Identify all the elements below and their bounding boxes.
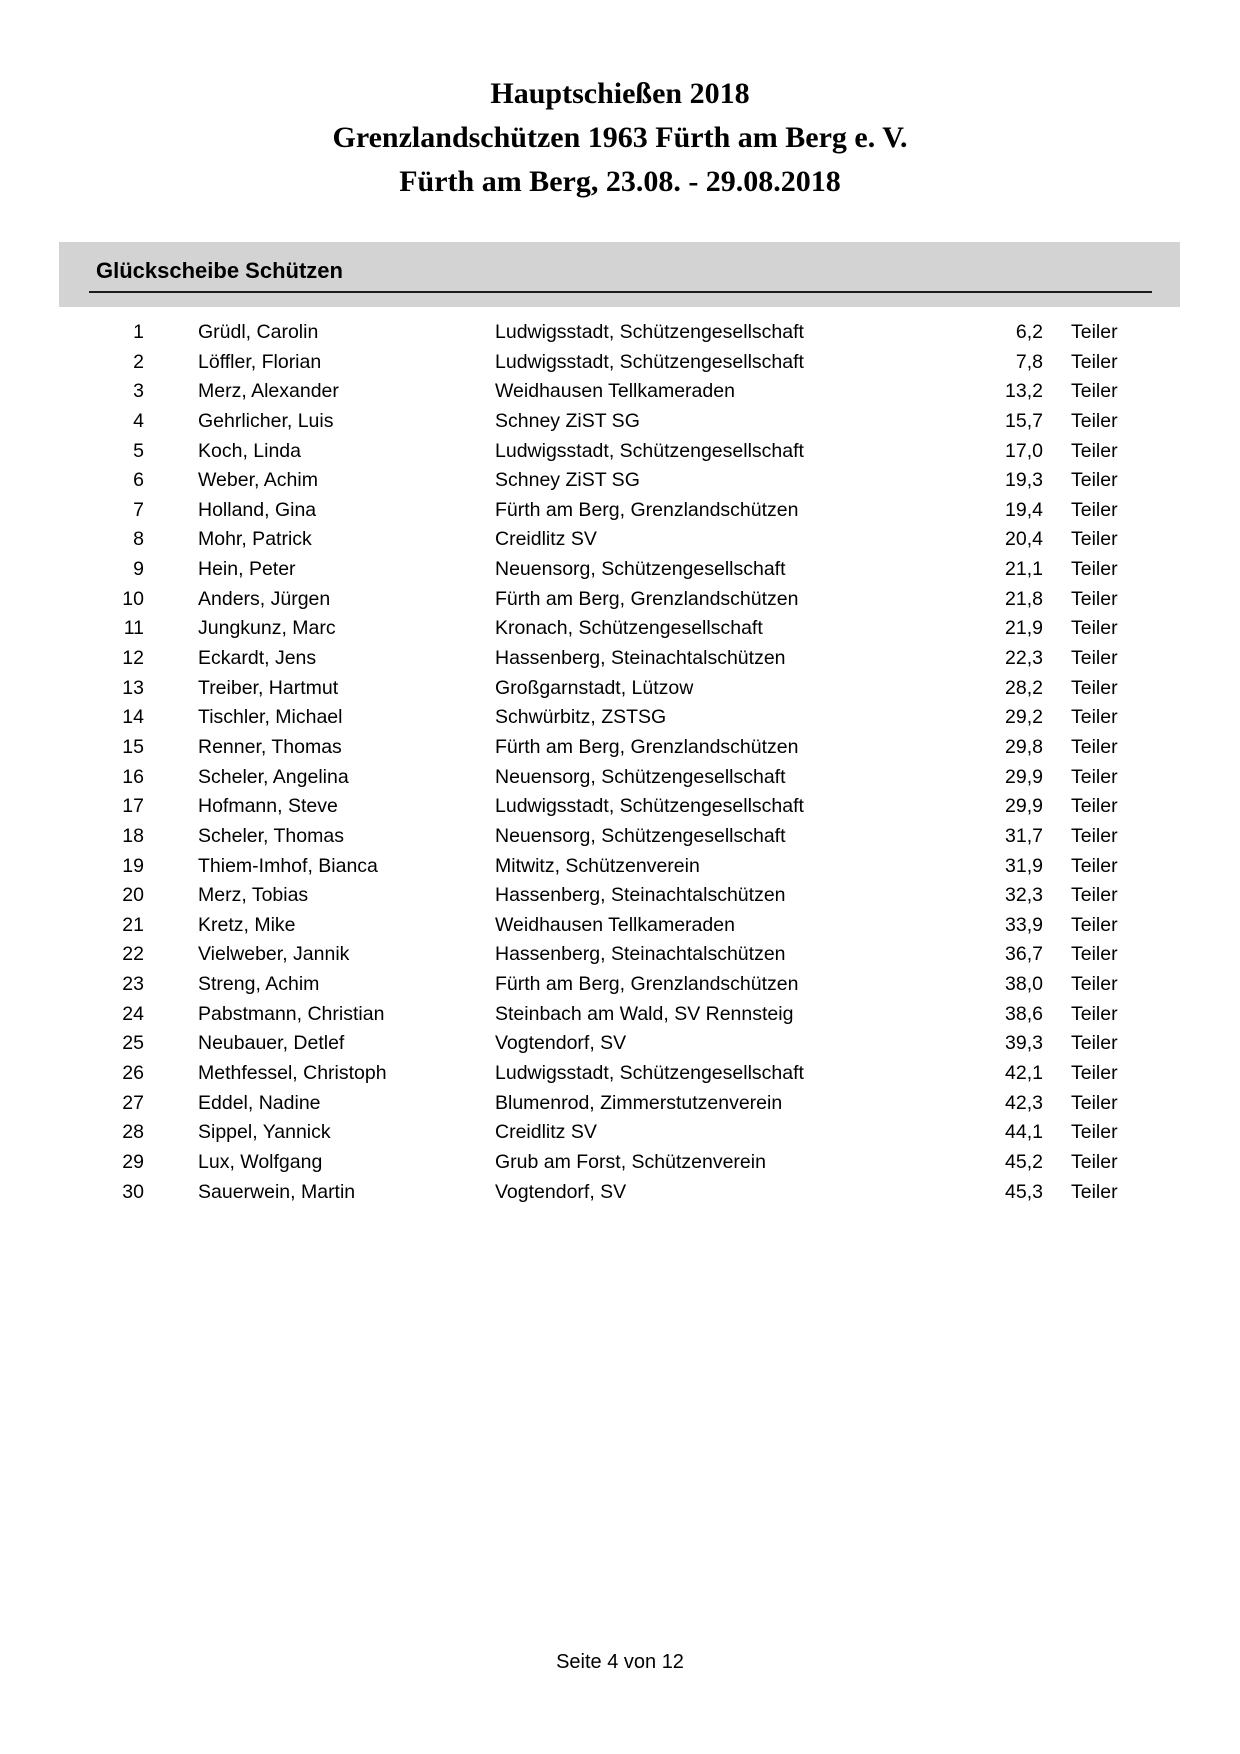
document-header bbox=[0, 72, 1240, 204]
club-name: Schney ZiST SG bbox=[495, 469, 640, 492]
result-value: 29,9 bbox=[1005, 795, 1043, 818]
club-name: Fürth am Berg, Grenzlandschützen bbox=[495, 735, 799, 758]
club-name: Creidlitz SV bbox=[495, 1121, 597, 1144]
table-row bbox=[0, 585, 1240, 615]
result-unit: Teiler bbox=[1071, 469, 1118, 492]
result-value: 31,9 bbox=[1005, 854, 1043, 877]
result-value: 22,3 bbox=[1005, 647, 1043, 670]
club-name: Fürth am Berg, Grenzlandschützen bbox=[495, 973, 799, 996]
club-name: Weidhausen Tellkameraden bbox=[495, 913, 735, 936]
club-name: Schwürbitz, ZSTSG bbox=[495, 706, 667, 729]
club-name: Grub am Forst, Schützenverein bbox=[495, 1150, 766, 1173]
result-value: 19,4 bbox=[1005, 498, 1043, 521]
event-title: Hauptschießen 2018 bbox=[490, 77, 750, 110]
club-name: Blumenrod, Zimmerstutzenverein bbox=[495, 1091, 783, 1114]
result-value: 31,7 bbox=[1005, 824, 1043, 847]
table-row bbox=[0, 644, 1240, 674]
club-name: Steinbach am Wald, SV Rennsteig bbox=[495, 1002, 794, 1025]
result-unit: Teiler bbox=[1071, 439, 1118, 462]
result-rank: 23 bbox=[122, 973, 144, 996]
result-unit: Teiler bbox=[1071, 943, 1118, 966]
result-value: 44,1 bbox=[1005, 1121, 1043, 1144]
result-unit: Teiler bbox=[1071, 735, 1118, 758]
result-rank: 14 bbox=[122, 706, 144, 729]
result-unit: Teiler bbox=[1071, 824, 1118, 847]
result-rank: 2 bbox=[133, 350, 144, 373]
shooter-name: Weber, Achim bbox=[198, 469, 318, 492]
table-row bbox=[0, 792, 1240, 822]
club-name: Neuensorg, Schützengesellschaft bbox=[495, 765, 786, 788]
club-name: Creidlitz SV bbox=[495, 528, 597, 551]
shooter-name: Sauerwein, Martin bbox=[198, 1180, 356, 1203]
result-unit: Teiler bbox=[1071, 528, 1118, 551]
table-row bbox=[0, 377, 1240, 407]
result-rank: 4 bbox=[133, 409, 144, 432]
result-unit: Teiler bbox=[1071, 1091, 1118, 1114]
club-name: Hassenberg, Steinachtalschützen bbox=[495, 884, 786, 907]
result-value: 21,8 bbox=[1005, 587, 1043, 610]
result-unit: Teiler bbox=[1071, 1062, 1118, 1085]
shooter-name: Koch, Linda bbox=[198, 439, 301, 462]
table-row bbox=[0, 881, 1240, 911]
result-value: 7,8 bbox=[1015, 350, 1043, 373]
result-value: 29,2 bbox=[1005, 706, 1043, 729]
result-value: 33,9 bbox=[1005, 913, 1043, 936]
shooter-name: Treiber, Hartmut bbox=[198, 676, 339, 699]
shooter-name: Renner, Thomas bbox=[198, 735, 342, 758]
club-name: Vogtendorf, SV bbox=[495, 1032, 627, 1055]
result-rank: 16 bbox=[122, 765, 144, 788]
results-table bbox=[0, 318, 1240, 1207]
result-rank: 12 bbox=[122, 647, 144, 670]
result-value: 29,8 bbox=[1005, 735, 1043, 758]
shooter-name: Neubauer, Detlef bbox=[198, 1032, 345, 1055]
table-row bbox=[0, 407, 1240, 437]
result-value: 17,0 bbox=[1005, 439, 1043, 462]
club-title: Grenzlandschützen 1963 Fürth am Berg e. V. bbox=[332, 121, 908, 154]
result-value: 38,6 bbox=[1005, 1002, 1043, 1025]
club-name: Hassenberg, Steinachtalschützen bbox=[495, 943, 786, 966]
result-value: 15,7 bbox=[1005, 409, 1043, 432]
result-value: 39,3 bbox=[1005, 1032, 1043, 1055]
shooter-name: Hofmann, Steve bbox=[198, 795, 338, 818]
result-rank: 15 bbox=[122, 735, 144, 758]
result-unit: Teiler bbox=[1071, 1150, 1118, 1173]
result-unit: Teiler bbox=[1071, 1180, 1118, 1203]
table-row bbox=[0, 1089, 1240, 1119]
table-row bbox=[0, 348, 1240, 378]
club-name: Schney ZiST SG bbox=[495, 409, 640, 432]
shooter-name: Methfessel, Christoph bbox=[198, 1062, 387, 1085]
result-unit: Teiler bbox=[1071, 765, 1118, 788]
shooter-name: Lux, Wolfgang bbox=[198, 1150, 323, 1173]
result-unit: Teiler bbox=[1071, 587, 1118, 610]
result-unit: Teiler bbox=[1071, 1121, 1118, 1144]
club-name: Kronach, Schützengesellschaft bbox=[495, 617, 763, 640]
table-row bbox=[0, 852, 1240, 882]
shooter-name: Gehrlicher, Luis bbox=[198, 409, 334, 432]
table-row bbox=[0, 822, 1240, 852]
result-value: 42,3 bbox=[1005, 1091, 1043, 1114]
result-unit: Teiler bbox=[1071, 498, 1118, 521]
result-value: 13,2 bbox=[1005, 380, 1043, 403]
result-rank: 6 bbox=[133, 469, 144, 492]
club-name: Neuensorg, Schützengesellschaft bbox=[495, 824, 786, 847]
result-value: 21,9 bbox=[1005, 617, 1043, 640]
page-number: Seite 4 von 12 bbox=[556, 1651, 684, 1673]
table-row bbox=[0, 1059, 1240, 1089]
result-unit: Teiler bbox=[1071, 676, 1118, 699]
result-unit: Teiler bbox=[1071, 884, 1118, 907]
result-rank: 19 bbox=[122, 854, 144, 877]
shooter-name: Scheler, Angelina bbox=[198, 765, 349, 788]
shooter-name: Anders, Jürgen bbox=[198, 587, 331, 610]
club-name: Vogtendorf, SV bbox=[495, 1180, 627, 1203]
result-rank: 17 bbox=[122, 795, 144, 818]
result-rank: 25 bbox=[122, 1032, 144, 1055]
club-name: Ludwigsstadt, Schützengesellschaft bbox=[495, 439, 804, 462]
club-name: Weidhausen Tellkameraden bbox=[495, 380, 735, 403]
shooter-name: Thiem-Imhof, Bianca bbox=[198, 854, 378, 877]
table-row bbox=[0, 1000, 1240, 1030]
result-unit: Teiler bbox=[1071, 409, 1118, 432]
result-unit: Teiler bbox=[1071, 973, 1118, 996]
result-unit: Teiler bbox=[1071, 854, 1118, 877]
club-name: Ludwigsstadt, Schützengesellschaft bbox=[495, 350, 804, 373]
shooter-name: Löffler, Florian bbox=[198, 350, 322, 373]
club-name: Ludwigsstadt, Schützengesellschaft bbox=[495, 795, 804, 818]
table-row bbox=[0, 437, 1240, 467]
club-name: Ludwigsstadt, Schützengesellschaft bbox=[495, 1062, 804, 1085]
table-row bbox=[0, 1029, 1240, 1059]
result-unit: Teiler bbox=[1071, 350, 1118, 373]
shooter-name: Hein, Peter bbox=[198, 558, 296, 581]
shooter-name: Tischler, Michael bbox=[198, 706, 343, 729]
shooter-name: Merz, Tobias bbox=[198, 884, 309, 907]
shooter-name: Scheler, Thomas bbox=[198, 824, 344, 847]
table-row bbox=[0, 970, 1240, 1000]
event-location-date: Fürth am Berg, 23.08. - 29.08.2018 bbox=[399, 165, 841, 198]
result-unit: Teiler bbox=[1071, 706, 1118, 729]
table-row bbox=[0, 555, 1240, 585]
table-row bbox=[0, 763, 1240, 793]
table-row bbox=[0, 496, 1240, 526]
shooter-name: Eckardt, Jens bbox=[198, 647, 317, 670]
result-value: 36,7 bbox=[1005, 943, 1043, 966]
shooter-name: Jungkunz, Marc bbox=[198, 617, 336, 640]
result-value: 6,2 bbox=[1015, 321, 1043, 343]
result-rank: 8 bbox=[133, 528, 144, 551]
table-row bbox=[0, 674, 1240, 704]
result-unit: Teiler bbox=[1071, 1002, 1118, 1025]
result-value: 28,2 bbox=[1005, 676, 1043, 699]
result-rank: 26 bbox=[122, 1062, 144, 1085]
result-rank: 10 bbox=[122, 587, 144, 610]
result-rank: 3 bbox=[133, 380, 144, 403]
result-value: 45,2 bbox=[1005, 1150, 1043, 1173]
table-row bbox=[0, 703, 1240, 733]
result-rank: 30 bbox=[122, 1180, 144, 1203]
section-title: Glückscheibe Schützen bbox=[96, 258, 343, 283]
result-unit: Teiler bbox=[1071, 1032, 1118, 1055]
result-rank: 24 bbox=[122, 1002, 144, 1025]
result-value: 32,3 bbox=[1005, 884, 1043, 907]
shooter-name: Kretz, Mike bbox=[198, 913, 296, 936]
shooter-name: Mohr, Patrick bbox=[198, 528, 312, 551]
shooter-name: Merz, Alexander bbox=[198, 380, 339, 403]
club-name: Ludwigsstadt, Schützengesellschaft bbox=[495, 321, 804, 343]
table-row bbox=[0, 911, 1240, 941]
shooter-name: Pabstmann, Christian bbox=[198, 1002, 385, 1025]
table-row bbox=[0, 1118, 1240, 1148]
result-value: 21,1 bbox=[1005, 558, 1043, 581]
club-name: Fürth am Berg, Grenzlandschützen bbox=[495, 498, 799, 521]
result-value: 19,3 bbox=[1005, 469, 1043, 492]
result-rank: 18 bbox=[122, 824, 144, 847]
club-name: Neuensorg, Schützengesellschaft bbox=[495, 558, 786, 581]
club-name: Fürth am Berg, Grenzlandschützen bbox=[495, 587, 799, 610]
result-rank: 1 bbox=[133, 321, 144, 343]
club-name: Hassenberg, Steinachtalschützen bbox=[495, 647, 786, 670]
result-unit: Teiler bbox=[1071, 321, 1118, 343]
result-rank: 27 bbox=[122, 1091, 144, 1114]
result-rank: 11 bbox=[123, 617, 144, 640]
result-rank: 21 bbox=[122, 913, 144, 936]
table-row bbox=[0, 318, 1240, 348]
result-value: 42,1 bbox=[1005, 1062, 1043, 1085]
result-value: 38,0 bbox=[1005, 973, 1043, 996]
table-row bbox=[0, 1178, 1240, 1208]
result-unit: Teiler bbox=[1071, 617, 1118, 640]
shooter-name: Streng, Achim bbox=[198, 973, 320, 996]
table-row bbox=[0, 466, 1240, 496]
result-unit: Teiler bbox=[1071, 558, 1118, 581]
result-rank: 22 bbox=[122, 943, 144, 966]
result-value: 20,4 bbox=[1005, 528, 1043, 551]
result-unit: Teiler bbox=[1071, 795, 1118, 818]
table-row bbox=[0, 940, 1240, 970]
table-row bbox=[0, 525, 1240, 555]
result-value: 29,9 bbox=[1005, 765, 1043, 788]
section-divider bbox=[89, 291, 1152, 293]
result-value: 45,3 bbox=[1005, 1180, 1043, 1203]
shooter-name: Sippel, Yannick bbox=[198, 1121, 331, 1144]
result-rank: 20 bbox=[122, 884, 144, 907]
table-row bbox=[0, 1148, 1240, 1178]
result-rank: 28 bbox=[122, 1121, 144, 1144]
result-rank: 5 bbox=[133, 439, 144, 462]
result-unit: Teiler bbox=[1071, 913, 1118, 936]
result-unit: Teiler bbox=[1071, 647, 1118, 670]
result-rank: 7 bbox=[133, 498, 144, 521]
shooter-name: Grüdl, Carolin bbox=[198, 321, 319, 343]
shooter-name: Holland, Gina bbox=[198, 498, 317, 521]
result-rank: 9 bbox=[133, 558, 144, 581]
result-unit: Teiler bbox=[1071, 380, 1118, 403]
club-name: Großgarnstadt, Lützow bbox=[495, 676, 694, 699]
result-rank: 29 bbox=[122, 1150, 144, 1173]
shooter-name: Eddel, Nadine bbox=[198, 1091, 321, 1114]
table-row bbox=[0, 614, 1240, 644]
club-name: Mitwitz, Schützenverein bbox=[495, 854, 700, 877]
table-row bbox=[0, 733, 1240, 763]
shooter-name: Vielweber, Jannik bbox=[198, 943, 350, 966]
result-rank: 13 bbox=[122, 676, 144, 699]
